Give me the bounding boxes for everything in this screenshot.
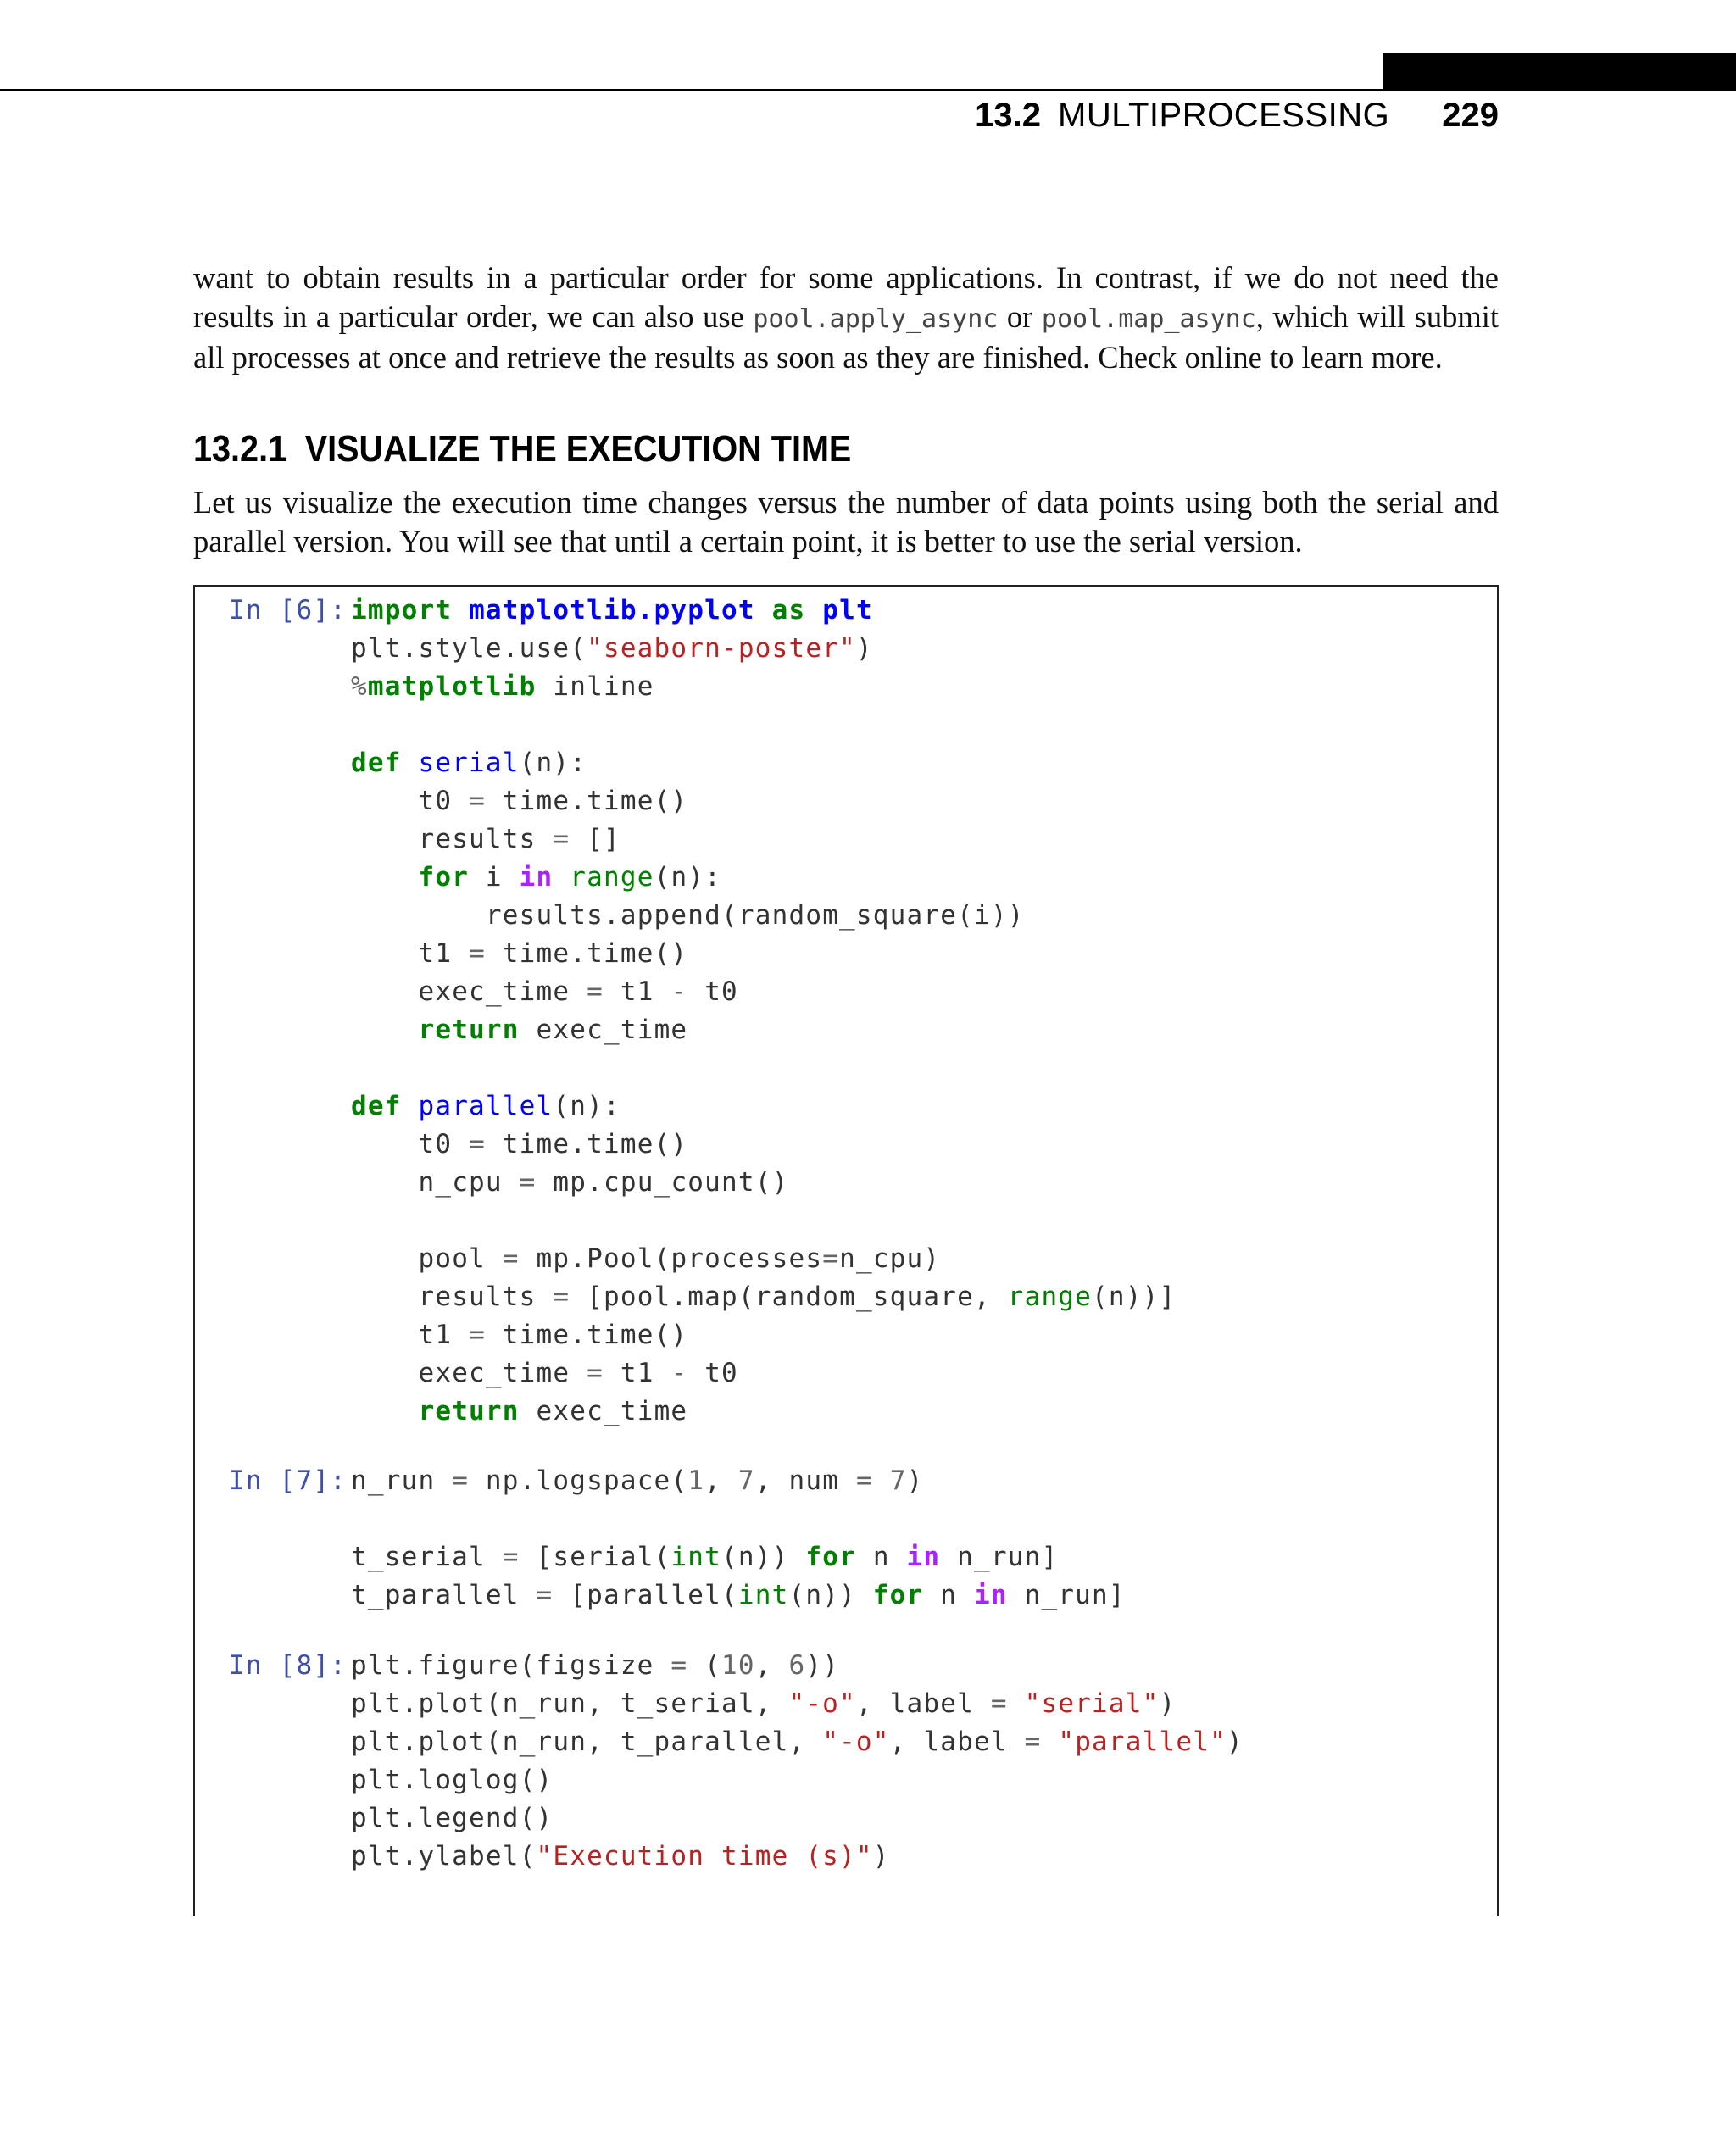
code-keyword: return (418, 1396, 520, 1426)
running-head-section-number: 13.2 (975, 97, 1041, 134)
code-text: ) (872, 1841, 890, 1871)
code-keyword: as (771, 595, 806, 626)
code-text: exec_time (519, 1015, 688, 1045)
code-operator: = (553, 1282, 570, 1312)
code-text: exec_time (418, 1358, 587, 1388)
code-text: , (754, 1650, 789, 1681)
code-line (229, 1320, 687, 1358)
section-paragraph (193, 483, 1499, 560)
code-text: ) (906, 1465, 924, 1496)
code-line (229, 1841, 890, 1879)
code-line (229, 1542, 1058, 1580)
code-text: t1 (603, 1358, 671, 1388)
cell-prompt-6: In [6]: (229, 595, 348, 626)
code-operator: = (469, 1320, 486, 1350)
code-text: ) (1159, 1688, 1177, 1719)
code-number: 1 (687, 1465, 705, 1496)
code-operator: - (670, 976, 688, 1007)
code-text: n_run] (1007, 1580, 1126, 1610)
intro-line-1: want to obtain results in a particular order for some applications. In contrast, if we do not need the (193, 260, 1499, 295)
code-line (229, 1727, 1244, 1765)
code-line (229, 1358, 738, 1396)
running-head-section-title: MULTIPROCESSING (1058, 97, 1390, 134)
code-line (229, 748, 587, 786)
code-line (229, 1243, 940, 1282)
code-text: t1 (603, 976, 671, 1007)
code-text: )) (805, 1650, 840, 1681)
code-keyword: in (973, 1580, 1008, 1610)
code-text: t1 (418, 938, 470, 969)
code-text: time.time() (485, 1129, 688, 1159)
code-text: np.logspace( (469, 1465, 688, 1496)
code-text: (n): (654, 862, 722, 893)
code-text: n (855, 1542, 907, 1572)
code-text: t0 (687, 1358, 738, 1388)
code-text (1008, 1688, 1025, 1719)
intro-text: , which will submit (1255, 298, 1500, 334)
code-text: results (418, 824, 554, 854)
code-keyword: in (519, 862, 554, 893)
code-line (229, 1282, 1176, 1320)
code-builtin: range (1007, 1282, 1093, 1312)
code-operator: = (1024, 1727, 1042, 1757)
code-line (229, 671, 654, 709)
code-text: t0 (418, 1129, 470, 1159)
code-text: mp.Pool(processes (519, 1243, 823, 1274)
code-operator: - (670, 1358, 688, 1388)
code-text: (n)) (788, 1580, 873, 1610)
code-line (229, 900, 1025, 938)
running-head (975, 97, 1499, 139)
code-line (229, 595, 873, 633)
code-operator: = (519, 1167, 537, 1198)
intro-text: or (998, 298, 1042, 334)
code-text: [parallel( (553, 1580, 738, 1610)
code-text: plt.legend() (351, 1803, 554, 1833)
code-line (229, 786, 687, 824)
code-string: "-o" (822, 1727, 890, 1757)
code-text: , label (855, 1688, 991, 1719)
section-heading (193, 428, 851, 470)
code-keyword: def (351, 748, 402, 778)
code-text: exec_time (418, 976, 587, 1007)
code-text: (n)) (721, 1542, 806, 1572)
code-line (229, 938, 687, 976)
code-keyword: def (351, 1091, 402, 1121)
code-operator: = (452, 1465, 470, 1496)
code-text: ) (1226, 1727, 1244, 1757)
code-module: matplotlib.pyplot (469, 595, 755, 626)
code-operator: = (990, 1688, 1008, 1719)
code-module: plt (822, 595, 873, 626)
code-text: time.time() (485, 1320, 688, 1350)
code-keyword: return (418, 1015, 520, 1045)
code-keyword: for (418, 862, 470, 893)
code-keyword: import (351, 595, 453, 626)
code-line (229, 1580, 1126, 1618)
code-text: pool (418, 1243, 503, 1274)
code-text: [] (570, 824, 620, 854)
code-text: t0 (418, 786, 470, 816)
code-text: plt.plot(n_run, t_parallel, (351, 1727, 823, 1757)
code-line (229, 1803, 553, 1841)
code-line (229, 1650, 839, 1688)
page-number: 229 (1442, 97, 1499, 134)
code-text: n_cpu (418, 1167, 520, 1198)
code-line (229, 633, 873, 671)
code-operator: = (469, 938, 486, 969)
code-text: time.time() (485, 938, 688, 969)
code-text: inline (536, 671, 654, 702)
cell-prompt-7: In [7]: (229, 1465, 348, 1496)
inline-code-apply-async: pool.apply_async (753, 303, 999, 334)
code-text: (n): (519, 748, 587, 778)
code-builtin: int (737, 1580, 789, 1610)
code-text: ) (855, 633, 873, 664)
code-string: "serial" (1024, 1688, 1160, 1719)
code-operator: = (502, 1542, 520, 1572)
code-text: , (704, 1465, 738, 1496)
code-operator: = (587, 1358, 604, 1388)
code-text: plt.loglog() (351, 1765, 554, 1795)
code-string: "parallel" (1058, 1727, 1227, 1757)
code-text: t_parallel (351, 1580, 537, 1610)
code-function-name: parallel (418, 1091, 554, 1121)
code-text: n_run] (940, 1542, 1059, 1572)
section-title: VISUALIZE THE EXECUTION TIME (304, 428, 852, 470)
code-text: plt.style.use( (351, 633, 587, 664)
code-text: t0 (687, 976, 738, 1007)
code-text (873, 1465, 890, 1496)
code-keyword: for (872, 1580, 924, 1610)
code-line (229, 1167, 789, 1205)
code-text: , num (754, 1465, 856, 1496)
intro-line-2 (193, 298, 1499, 339)
intro-text: results in a particular order, we can also use (193, 298, 754, 334)
code-number: 6 (788, 1650, 806, 1681)
code-operator: = (587, 976, 604, 1007)
header-tab-bar (1383, 53, 1736, 90)
code-text: (n))] (1092, 1282, 1177, 1312)
code-text: plt.plot(n_run, t_serial, (351, 1688, 789, 1719)
code-number: 7 (737, 1465, 755, 1496)
code-line (229, 824, 620, 862)
code-operator: = (670, 1650, 688, 1681)
code-text: results.append(random_square(i)) (485, 900, 1025, 931)
inline-code-map-async: pool.map_async (1041, 303, 1256, 334)
section-number: 13.2.1 (193, 428, 287, 470)
code-text: mp.cpu_count() (536, 1167, 789, 1198)
code-text: results (418, 1282, 554, 1312)
section-line-1: Let us visualize the execution time changes versus the number of data points using both the serial and (193, 485, 1499, 520)
code-operator: = (553, 824, 570, 854)
code-string: "-o" (788, 1688, 856, 1719)
code-text: i (469, 862, 520, 893)
code-keyword: in (906, 1542, 941, 1572)
code-line (229, 1465, 923, 1504)
code-string: "Execution time (s)" (536, 1841, 873, 1871)
code-text: ( (687, 1650, 722, 1681)
cell-prompt-8: In [8]: (229, 1650, 348, 1681)
code-text: [pool.map(random_square, (570, 1282, 1008, 1312)
code-operator: = (822, 1243, 840, 1274)
code-text: t_serial (351, 1542, 503, 1572)
intro-line-3: all processes at once and retrieve the results as soon as they are finished. Check online to learn more. (193, 340, 1443, 375)
code-text: n_cpu) (839, 1243, 941, 1274)
code-text: n_run (351, 1465, 453, 1496)
code-operator: = (469, 786, 486, 816)
code-text: [serial( (519, 1542, 671, 1572)
code-keyword: for (805, 1542, 856, 1572)
code-builtin: range (570, 862, 654, 893)
code-text: plt.ylabel( (351, 1841, 537, 1871)
code-builtin: int (670, 1542, 722, 1572)
code-text: plt.figure(figsize (351, 1650, 671, 1681)
code-number: 7 (889, 1465, 907, 1496)
code-operator: % (351, 671, 368, 702)
code-string: "seaborn-poster" (587, 633, 856, 664)
code-line (229, 1688, 1176, 1727)
code-line (229, 862, 721, 900)
code-function-name: serial (418, 748, 520, 778)
code-text: , label (889, 1727, 1025, 1757)
intro-paragraph (193, 259, 1499, 377)
code-keyword: matplotlib (367, 671, 537, 702)
code-text: (n): (553, 1091, 620, 1121)
code-line (229, 1091, 620, 1129)
code-text: t1 (418, 1320, 470, 1350)
code-line (229, 1015, 687, 1053)
code-listing (193, 585, 1499, 1916)
code-text: time.time() (485, 786, 688, 816)
code-operator: = (536, 1580, 554, 1610)
code-line (229, 1396, 687, 1434)
code-line (229, 1765, 553, 1803)
code-operator: = (502, 1243, 520, 1274)
code-number: 10 (721, 1650, 755, 1681)
code-text (1041, 1727, 1058, 1757)
code-operator: = (855, 1465, 873, 1496)
code-line (229, 976, 738, 1015)
code-text: exec_time (519, 1396, 688, 1426)
code-line (229, 1129, 687, 1167)
section-line-2: parallel version. You will see that until a certain point, it is better to use the serial version. (193, 523, 1303, 559)
code-text: n (923, 1580, 974, 1610)
header-rule (0, 89, 1736, 91)
code-operator: = (469, 1129, 486, 1159)
